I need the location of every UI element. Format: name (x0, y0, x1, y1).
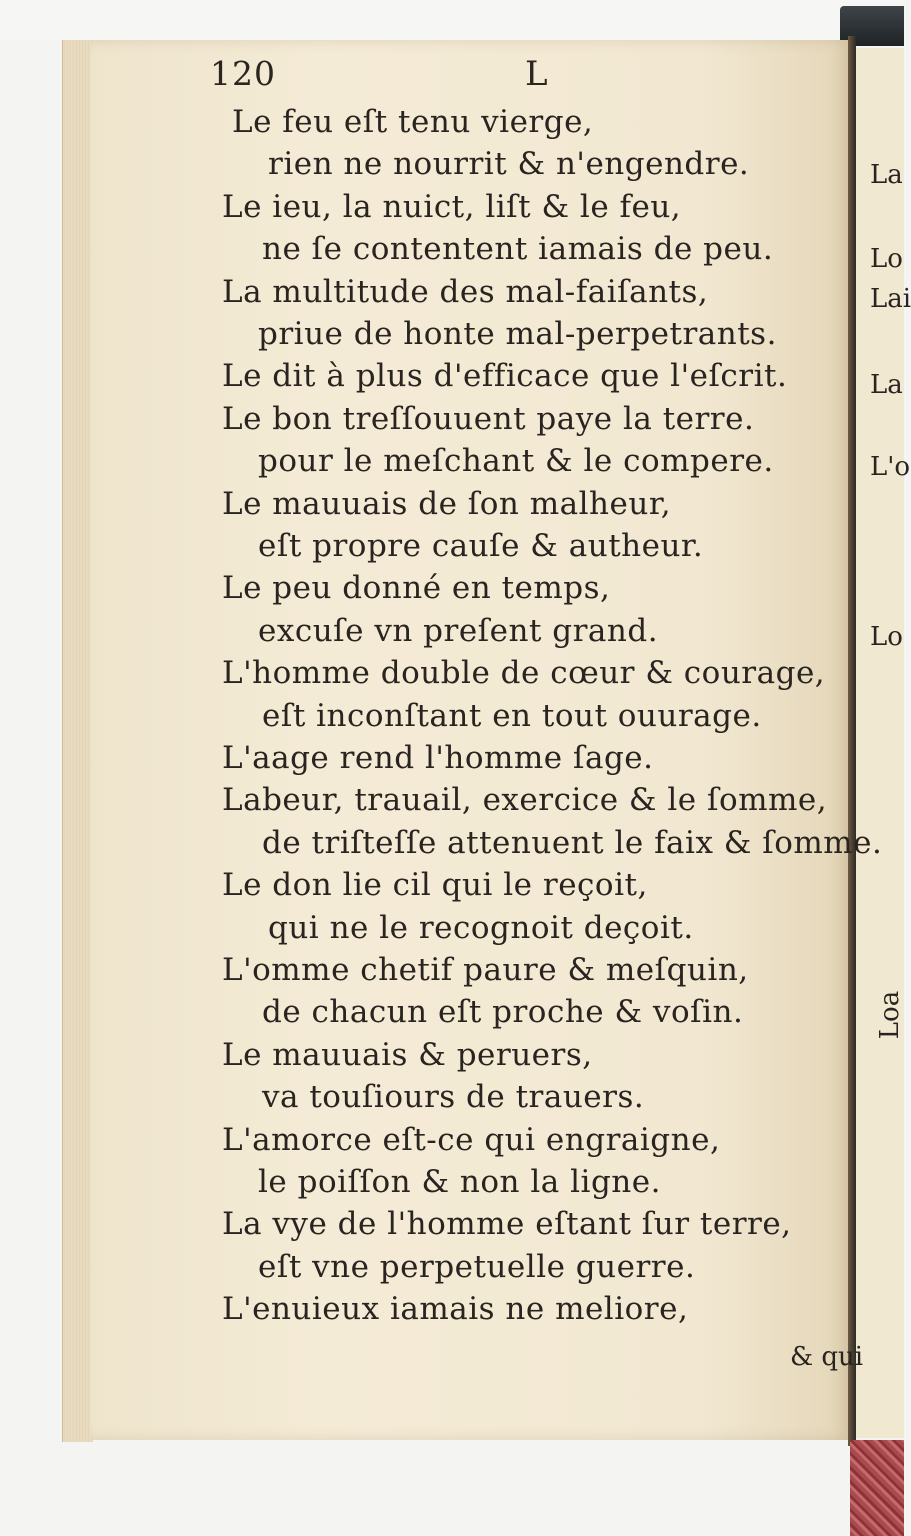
text-line: L'enuieux iamais ne meliore, (222, 1291, 689, 1327)
book-binding (850, 1440, 904, 1536)
text-line: Le don lie cil qui le reçoit, (222, 867, 648, 903)
facing-page-fragment: Lo (870, 622, 903, 652)
facing-page-fragment: Lai (870, 284, 911, 314)
facing-page-fragment: L'o (870, 452, 911, 482)
text-line: Labeur, trauail, exercice & le ſomme, (222, 782, 828, 818)
text-line: qui ne le recognoit deçoit. (268, 910, 694, 946)
text-line: ne ſe contentent iamais de peu. (262, 231, 774, 267)
text-line: de chacun eſt proche & voſin. (262, 994, 744, 1030)
text-line: L'homme double de cœur & courage, (222, 655, 826, 691)
text-line: pour le meſchant & le compere. (258, 443, 774, 479)
text-line: Le feu eſt tenu vierge, (232, 104, 594, 140)
text-line: Le ieu, la nuict, liſt & le feu, (222, 189, 682, 225)
text-line: L'omme chetif paure & meſquin, (222, 952, 749, 988)
page-edges (62, 40, 93, 1442)
page-header (210, 54, 830, 94)
text-line: Le dit à plus d'efficace que l'eſcrit. (222, 358, 788, 394)
text-line: eſt inconſtant en tout ouurage. (262, 698, 762, 734)
book-gutter (848, 36, 856, 1446)
facing-page-fragment: Lo (870, 244, 903, 274)
page-number: 120 (210, 54, 276, 93)
signature-letter: L (525, 54, 548, 94)
text-line: eſt vne perpetuelle guerre. (258, 1249, 696, 1285)
text-line: La vye de l'homme eſtant ſur terre, (222, 1206, 792, 1242)
text-line: Le bon treſſouuent paye la terre. (222, 401, 755, 437)
background (0, 0, 904, 40)
text-line: Le mauuais de ſon malheur, (222, 486, 672, 522)
text-line: de triſteſſe attenuent le faix & ſomme. (262, 825, 883, 861)
text-line: eſt propre cauſe & autheur. (258, 528, 704, 564)
facing-page-rotated-text: Loa (875, 990, 906, 1040)
text-line: va touſiours de trauers. (262, 1079, 645, 1115)
facing-page-fragment: La (870, 160, 903, 190)
text-line: La multitude des mal-faiſants, (222, 274, 709, 310)
text-line: Le mauuais & peruers, (222, 1037, 593, 1073)
text-line: rien ne nourrit & n'engendre. (268, 146, 750, 182)
facing-page-fragment: La (870, 370, 903, 400)
text-line: le poiſſon & non la ligne. (258, 1164, 661, 1200)
text-line: L'aage rend l'homme ſage. (222, 740, 654, 776)
text-line: Le peu donné en temps, (222, 570, 611, 606)
text-line: priue de honte mal-perpetrants. (258, 316, 777, 352)
text-line: L'amorce eſt-ce qui engraigne, (222, 1122, 721, 1158)
catchword: & qui (790, 1342, 864, 1372)
text-line: excuſe vn preſent grand. (258, 613, 659, 649)
